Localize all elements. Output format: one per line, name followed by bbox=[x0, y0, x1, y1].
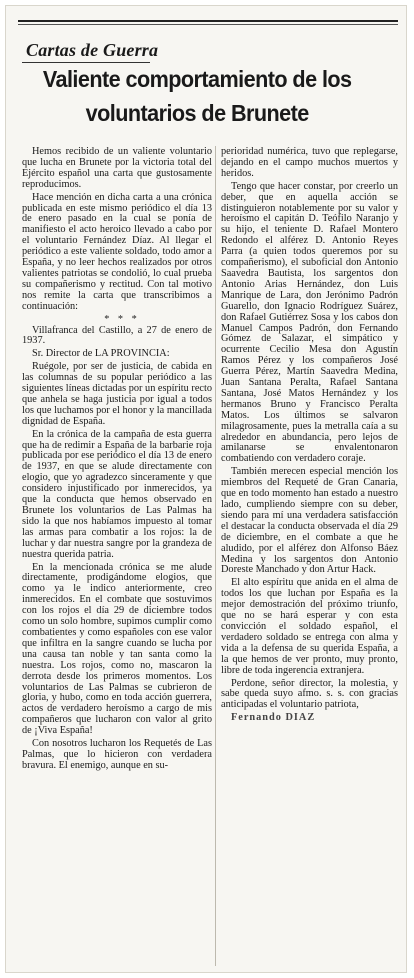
paragraph: En la crónica de la campaña de esta guerra que ha de redimir a España de la barbarie roja publicada por ese periódico el día 13 de enero de 1937, en que se alude directamente con elogio, que yo agradezco sinceramente y que considero injustificado por inmerecidos, ya que la conducta que hemos observado en Brunete los voluntarios de Las Palmas ha sido la que nos habíamos impuesto al tomar las armas para combatir a los rojos: la de luchar y dar nuestra sangre por la grandeza de nuestra querida patria. bbox=[22, 428, 212, 560]
column-separator bbox=[215, 146, 216, 966]
top-rule-thin bbox=[18, 24, 398, 25]
paragraph: Hemos recibido de un valiente voluntario que lucha en Brunete por la victoria total del Ejército español una carta que gustosamente reproducimos. bbox=[22, 146, 212, 190]
letter-addressee: Sr. Director de LA PROVINCIA: bbox=[32, 348, 170, 360]
paragraph: También merecen especial mención los miembros del Requeté de Gran Canaria, que en todo momento han estado a nuestro lado, cumpliendo siempre con su deber, siendo para mí una verdadera satisfacción el destacar la conducta observada el día 29 de diciembre, en el combate a que he aludido, por el alférez don Alfonso Báez Medina y los sargentos don Antonio Doreste Manchado y don Artur Hack. bbox=[221, 466, 398, 576]
paragraph: Perdone, señor director, la molestia, y sabe queda suyo afmo. s. s. con gracias anticipadas el voluntario patriota, bbox=[221, 677, 398, 711]
paragraph: En la mencionada crónica se me alude directamente, prodigándome elogios, que como ya le indico anteriormente, creo inmerecidos. En el combate que sostuvimos con los rojos el día 29 de diciembre todos como un solo hombre, supimos cumplir como combatientes y como españoles con ese valor que infiltra en la sangre cuando se lucha por una causa tan noble y tan santa como la nuestra. Los rojos, como no, mascaron la derrota desde los primeros momentos. Los voluntarios de Las Palmas se cubrieron de gloria, y hubo, como en toda acción guerrera, actos de verdadero heroísmo a cargo de mis compañeros que lucharon con valor al grito de ¡Viva España! bbox=[22, 561, 212, 737]
paragraph: perioridad numérica, tuvo que replegarse, dejando en el campo muchos muertos y heridos. bbox=[221, 146, 398, 179]
letter-place-date: Villafranca del Castillo, a 27 de enero de 1937. bbox=[22, 324, 212, 347]
signature: Fernando DIAZ bbox=[231, 712, 316, 724]
paragraph: Ruégole, por ser de justicia, de cabida en las columnas de su popular periódico a las siguientes líneas dictadas por un espíritu recto que anhela se haga justicia por igual a todos los que luchamos por el honor y la mancillada dignidad de España. bbox=[22, 361, 212, 427]
article-column-left bbox=[22, 147, 212, 774]
paragraph: Con nosotros lucharon los Requetés de Las Palmas, que lo hicieron con verdadera bravura. El enemigo, aunque en su- bbox=[22, 738, 212, 771]
article-column-right bbox=[221, 147, 398, 726]
paragraph: Hace mención en dicha carta a una crónica publicada en este mismo periódico el día 13 de enero pasado en la cual se ponía de manifiesto el acto heroico llevado a cabo por el voluntario Fernández Díaz. Al llegar el periódico a este valiente soldado, todo amor a España, y no leer hechos realizados por otros valientes patriotas se condolió, lo cual prueba su compañerismo y rectitud. Con tal motivo nos remite la carta que transcribimos a continuación: bbox=[22, 191, 212, 312]
paragraph: Tengo que hacer constar, por creerlo un deber, que en aquella acción se distinguieron notablemente por su valor y heroísmo el capitán D. Teófilo Naranjo y su hijo, el teniente D. Rafael Montero Redondo el alférez D. Antonio Reyes Parra (a quien todos queremos por su compañerismo), el suboficial don Antonio Saavedra Bautista, los sargentos don Antonio Arias Hernández, don Luis Manrique de Lara, don Jerónimo Padrón Guarello, don Ignacio Rodríguez Suárez, don Rafael Gutiérrez Sosa y los cabos don Manuel Campos Padrón, don Fernando Gómez de Salazar, el simpático y ocurrente Cecilio Mesa don Agustín Ramos Pérez y los compañeros José Guerra Pérez, Martín Saavedra Medina, Juan Santana Peralta, Rafael Santana Santana, José Matos Hernández y los hermanos Bruno y Francisco Peralta Matos. Los últimos se salvaron milagrosamente, pues la metralla caía a su alrededor en abundancia, pero lejos de amilanarse se envalentonaron combatiendo con verdadero coraje. bbox=[221, 180, 398, 465]
top-rule bbox=[18, 20, 398, 22]
headline: Valiente comportamiento de los voluntarios de Brunete bbox=[42, 66, 352, 126]
separator-stars: * * * bbox=[104, 313, 140, 325]
section-title: Cartas de Guerra bbox=[26, 40, 159, 60]
paragraph: El alto espíritu que anida en el alma de todos los que luchan por España es la mejor demostración del próximo triunfo, que no se hará esperar y con esta convicción el soldado español, el verdadero soldado se entrega con alma y vida a la defensa de su querida España, a la que hemos de ver pronto, muy pronto, libre de toda ingerencia extranjera. bbox=[221, 577, 398, 676]
